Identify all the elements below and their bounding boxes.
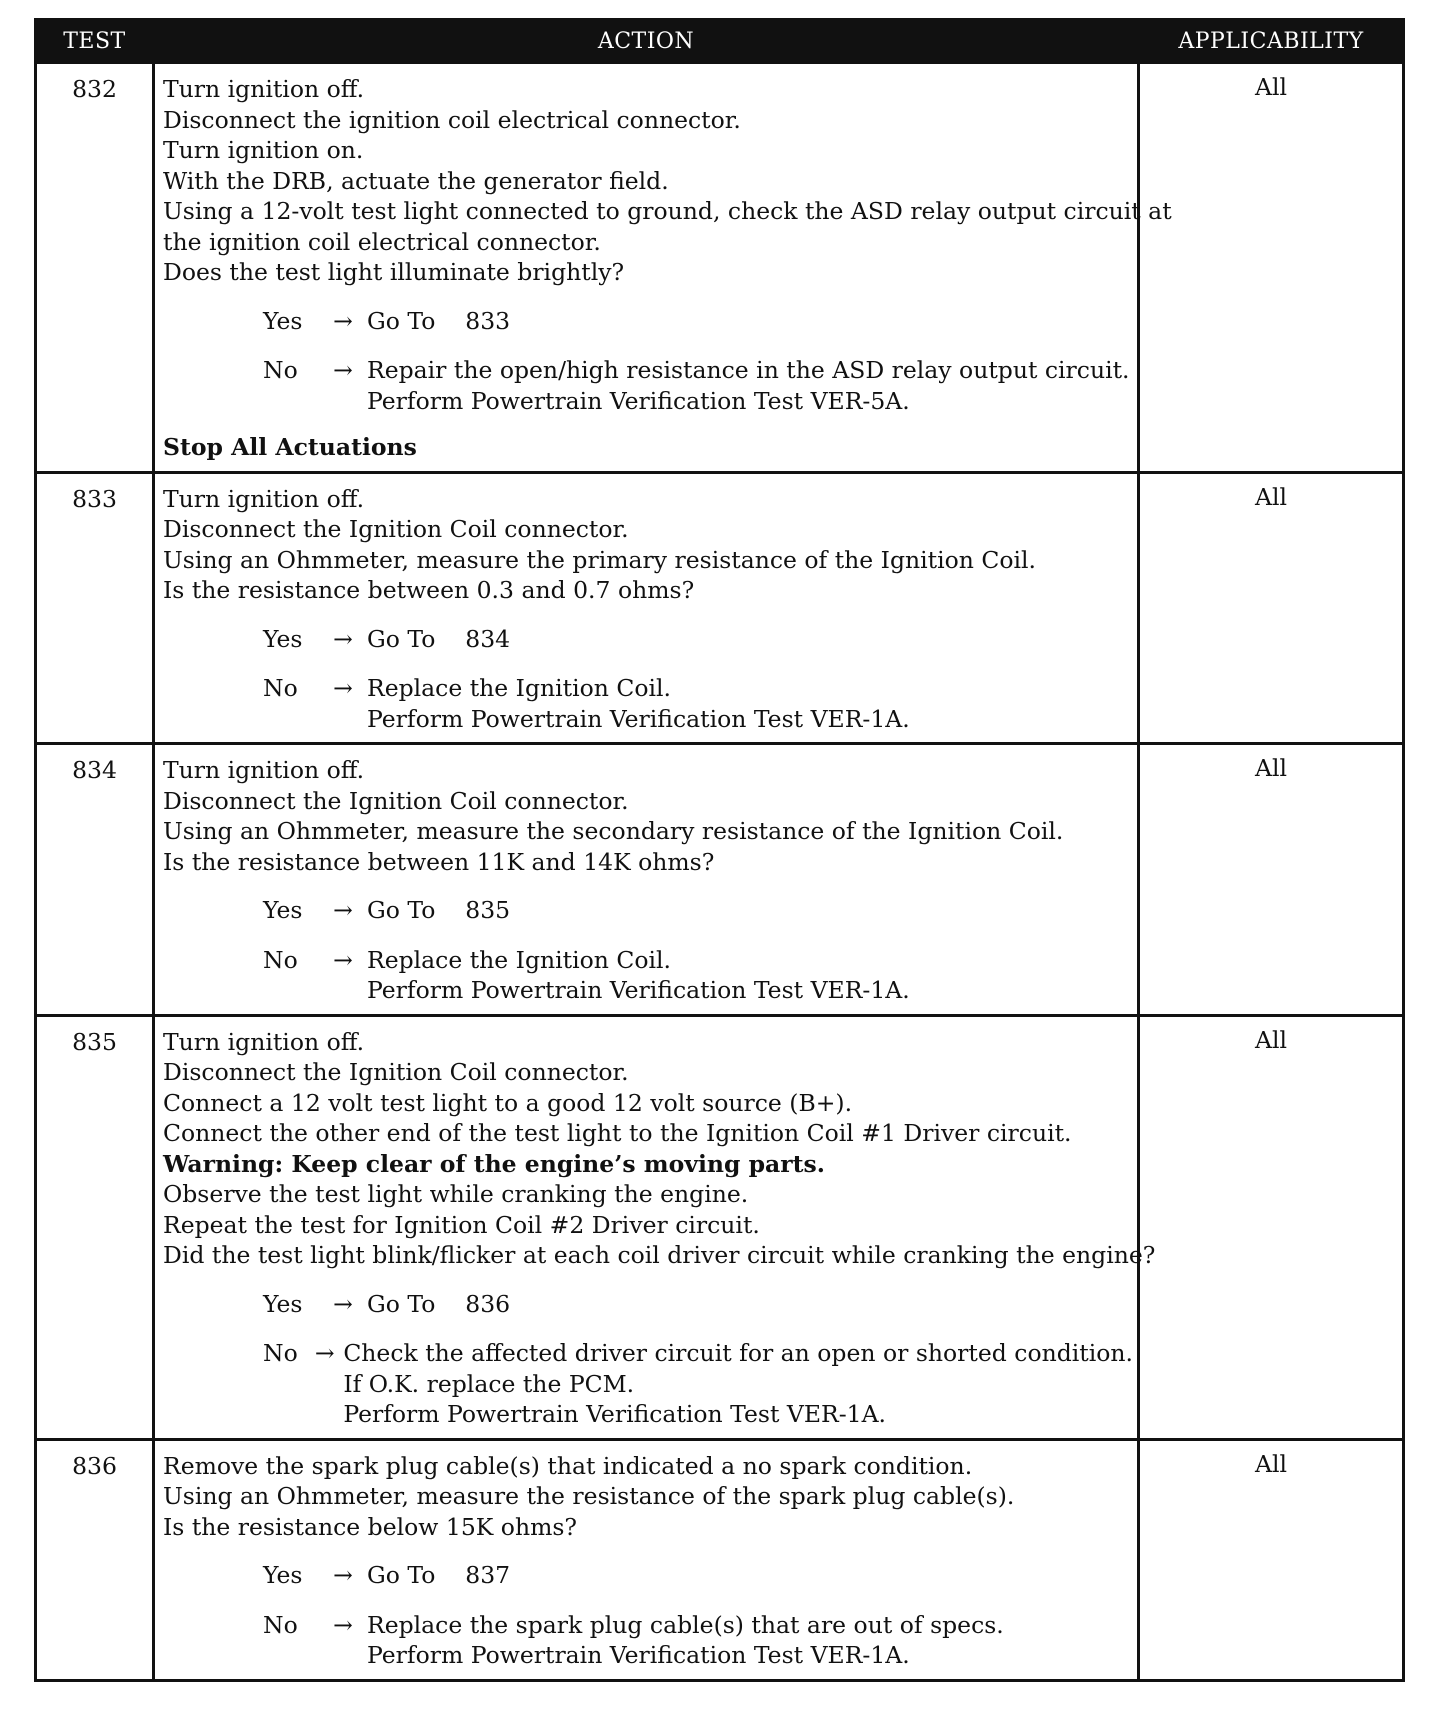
no-result (367, 673, 1133, 734)
yes-branch (263, 624, 1133, 655)
yes-branch (263, 1289, 1133, 1320)
yes-result (367, 1560, 1133, 1591)
applicability-value: All (1139, 744, 1404, 1016)
result-line: If O.K. replace the PCM. (343, 1369, 635, 1398)
result-line: Go To 836 (367, 1289, 511, 1318)
action-step: Turn ignition off. (163, 1027, 365, 1056)
no-result (367, 945, 1133, 1006)
action-step: With the DRB, actuate the generator field. (163, 166, 669, 195)
action-step: Turn ignition off. (163, 484, 365, 513)
decision-block (263, 306, 1133, 417)
result-line: Perform Powertrain Verification Test VER-1A. (367, 976, 910, 1004)
table-row (36, 744, 1404, 1016)
action-step: Remove the spark plug cable(s) that indicated a no spark condition. (163, 1451, 973, 1480)
result-line: Go To 833 (367, 306, 511, 335)
action-cell (154, 1015, 1156, 1439)
no-label: No (263, 1610, 298, 1639)
yes-label: Yes (263, 1561, 303, 1589)
test-number: 832 (36, 63, 154, 473)
action-step: Connect the other end of the test light to the Ignition Coil #1 Driver circuit. (163, 1119, 1072, 1147)
no-label: No (263, 356, 298, 384)
no-branch (263, 1338, 1133, 1430)
action-step: Using a 12-volt test light connected to ground, check the ASD relay output circuit at (163, 197, 1172, 225)
right-arrow-icon: → (333, 356, 353, 384)
action-step: Connect a 12 volt test light to a good 12 volt source (B+). (163, 1088, 853, 1117)
action-step: Is the resistance below 15K ohms? (163, 1512, 578, 1541)
yes-label: Yes (263, 624, 303, 653)
no-label: No (263, 674, 298, 702)
result-line: Go To 834 (367, 624, 511, 653)
result-line: Check the affected driver circuit for an open or shorted condition. (343, 1339, 1133, 1367)
yes-label: Yes (263, 896, 303, 924)
no-result (343, 1338, 1133, 1430)
yes-label: Yes (263, 306, 303, 335)
result-line: Perform Powertrain Verification Test VER-1A. (367, 1641, 910, 1669)
action-step: Is the resistance between 0.3 and 0.7 ohms? (163, 576, 695, 604)
result-line: Replace the spark plug cable(s) that are out of specs. (367, 1610, 1004, 1639)
yes-label: Yes (263, 1289, 303, 1318)
action-step: Observe the test light while cranking the engine. (163, 1180, 749, 1208)
diagnostic-test-sheet (34, 18, 1402, 1682)
right-arrow-icon: → (333, 624, 353, 653)
decision-block (263, 895, 1133, 1006)
table-row (36, 1015, 1404, 1439)
header-test: TEST (36, 20, 154, 63)
stop-actuations-note: Stop All Actuations (163, 433, 417, 461)
decision-block (263, 1560, 1133, 1671)
action-step: Does the test light illuminate brightly? (163, 258, 625, 286)
test-number: 835 (36, 1015, 154, 1439)
table-row (36, 1439, 1404, 1680)
applicability-value: All (1139, 1015, 1404, 1439)
test-number: 833 (36, 472, 154, 744)
no-label: No (263, 1339, 298, 1367)
right-arrow-icon: → (333, 306, 353, 335)
table-row (36, 63, 1404, 473)
right-arrow-icon: → (333, 945, 353, 974)
result-line: Repair the open/high resistance in the ASD relay output circuit. (367, 356, 1130, 384)
action-step: Using an Ohmmeter, measure the resistance of the spark plug cable(s). (163, 1482, 1015, 1510)
right-arrow-icon: → (314, 1339, 335, 1367)
result-line: Perform Powertrain Verification Test VER-5A. (367, 386, 910, 415)
action-step: Turn ignition off. (163, 756, 365, 784)
yes-result (367, 1289, 1133, 1320)
right-arrow-icon: → (333, 896, 353, 924)
action-cell (154, 744, 1139, 1016)
right-arrow-icon: → (333, 1289, 353, 1318)
no-branch (263, 673, 1133, 734)
warning-text: Warning: Keep clear of the engine’s moving parts. (163, 1149, 825, 1178)
result-line: Go To 837 (367, 1561, 511, 1589)
yes-result (367, 624, 1133, 655)
action-cell (154, 1439, 1139, 1680)
action-step: Using an Ohmmeter, measure the primary resistance of the Ignition Coil. (163, 545, 1036, 574)
result-line: Replace the Ignition Coil. (367, 945, 671, 974)
action-step: Disconnect the Ignition Coil connector. (163, 1058, 629, 1086)
no-label: No (263, 945, 298, 974)
action-step: Repeat the test for Ignition Coil #2 Driver circuit. (163, 1210, 760, 1239)
applicability-value: All (1139, 63, 1404, 473)
result-line: Go To 835 (367, 896, 511, 924)
applicability-value: All (1139, 1439, 1404, 1680)
applicability-value: All (1139, 472, 1404, 744)
decision-block (263, 1289, 1133, 1430)
action-step: Turn ignition off. (163, 75, 365, 103)
yes-branch (263, 306, 1133, 337)
right-arrow-icon: → (333, 1610, 353, 1639)
no-branch (263, 1610, 1133, 1671)
action-step: Disconnect the Ignition Coil connector. (163, 515, 629, 543)
result-line: Perform Powertrain Verification Test VER-1A. (367, 704, 910, 733)
action-cell (154, 63, 1172, 473)
action-step: Using an Ohmmeter, measure the secondary resistance of the Ignition Coil. (163, 817, 1064, 845)
table-row (36, 472, 1404, 744)
header-row (36, 20, 1404, 63)
result-line: Replace the Ignition Coil. (367, 674, 671, 702)
diagnostic-table (34, 18, 1405, 1682)
no-branch (263, 355, 1133, 416)
header-applicability: APPLICABILITY (1139, 20, 1404, 63)
yes-branch (263, 895, 1133, 926)
table-body (36, 63, 1404, 1681)
yes-branch (263, 1560, 1133, 1591)
action-cell (154, 472, 1139, 744)
yes-result (367, 306, 1133, 337)
action-step: Disconnect the Ignition Coil connector. (163, 786, 629, 815)
no-result (367, 355, 1133, 416)
decision-block (263, 624, 1133, 735)
right-arrow-icon: → (333, 1561, 353, 1589)
yes-result (367, 895, 1133, 926)
no-result (367, 1610, 1133, 1671)
no-branch (263, 945, 1133, 1006)
action-step: Disconnect the ignition coil electrical connector. (163, 105, 741, 134)
action-step: Did the test light blink/flicker at each coil driver circuit while cranking the engine? (163, 1241, 1156, 1269)
test-number: 836 (36, 1439, 154, 1680)
result-line: Perform Powertrain Verification Test VER-1A. (343, 1400, 887, 1428)
test-number: 834 (36, 744, 154, 1016)
right-arrow-icon: → (333, 674, 353, 702)
header-action: ACTION (154, 20, 1139, 63)
action-step: the ignition coil electrical connector. (163, 227, 601, 256)
action-step: Turn ignition on. (163, 136, 364, 164)
action-step: Is the resistance between 11K and 14K ohms? (163, 847, 715, 876)
